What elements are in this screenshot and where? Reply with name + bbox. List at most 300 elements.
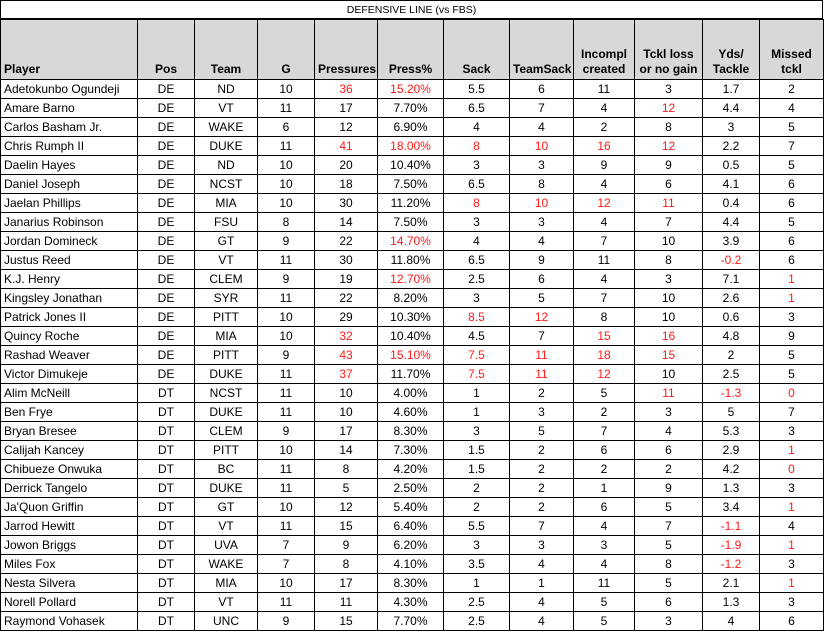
table-cell: DE: [138, 232, 195, 251]
table-cell: 9: [258, 270, 315, 289]
table-cell: Carlos Basham Jr.: [1, 118, 138, 137]
table-cell: 5: [574, 593, 635, 612]
table-cell: 11.70%: [378, 365, 444, 384]
table-cell: 6: [760, 194, 824, 213]
table-cell: 12: [635, 137, 703, 156]
table-cell: DE: [138, 270, 195, 289]
table-cell: 7: [574, 289, 635, 308]
table-cell: DT: [138, 403, 195, 422]
table-cell: 1: [574, 479, 635, 498]
table-cell: 8: [635, 251, 703, 270]
table-cell: Janarius Robinson: [1, 213, 138, 232]
table-cell: 2: [760, 80, 824, 99]
table-cell: 1.5: [444, 441, 510, 460]
table-cell: 11: [258, 403, 315, 422]
table-cell: 32: [315, 327, 378, 346]
table-cell: 5.5: [444, 517, 510, 536]
header-row: [1, 20, 824, 80]
table-cell: DE: [138, 346, 195, 365]
table-cell: 4.2: [703, 460, 760, 479]
table-row: [1, 327, 824, 346]
table-cell: 36: [315, 80, 378, 99]
table-cell: 3: [510, 213, 574, 232]
table-cell: DT: [138, 441, 195, 460]
table-cell: 5: [760, 156, 824, 175]
table-cell: 9: [760, 327, 824, 346]
table-cell: 10: [315, 384, 378, 403]
table-cell: 11: [315, 593, 378, 612]
table-row: [1, 536, 824, 555]
table-cell: 6: [574, 498, 635, 517]
table-cell: MIA: [195, 327, 258, 346]
table-row: [1, 403, 824, 422]
table-cell: 10: [258, 327, 315, 346]
table-row: [1, 175, 824, 194]
table-cell: 4: [510, 118, 574, 137]
column-header: Yds/ Tackle: [703, 20, 760, 80]
table-cell: -1.2: [703, 555, 760, 574]
table-cell: 41: [315, 137, 378, 156]
table-cell: DUKE: [195, 403, 258, 422]
table-cell: 11.80%: [378, 251, 444, 270]
table-cell: SYR: [195, 289, 258, 308]
table-cell: 2: [635, 460, 703, 479]
table-cell: 10: [635, 232, 703, 251]
table-cell: -1.3: [703, 384, 760, 403]
table-cell: VT: [195, 593, 258, 612]
table-cell: ND: [195, 80, 258, 99]
table-cell: 12: [574, 194, 635, 213]
table-cell: 2: [574, 403, 635, 422]
table-row: [1, 593, 824, 612]
table-cell: NCST: [195, 175, 258, 194]
table-cell: DT: [138, 498, 195, 517]
table-cell: Quincy Roche: [1, 327, 138, 346]
table-cell: 7.50%: [378, 213, 444, 232]
table-cell: 11: [258, 289, 315, 308]
table-cell: 18: [315, 175, 378, 194]
table-cell: 12.70%: [378, 270, 444, 289]
table-cell: 5: [703, 403, 760, 422]
table-cell: 6: [258, 118, 315, 137]
table-cell: -1.1: [703, 517, 760, 536]
table-cell: 6: [635, 175, 703, 194]
table-cell: 0.5: [703, 156, 760, 175]
table-cell: 1.3: [703, 593, 760, 612]
table-cell: 2: [574, 460, 635, 479]
table-cell: 4.30%: [378, 593, 444, 612]
table-cell: 4.4: [703, 99, 760, 118]
table-cell: PITT: [195, 441, 258, 460]
table-cell: 12: [635, 99, 703, 118]
table-cell: 12: [510, 308, 574, 327]
table-cell: 7: [510, 327, 574, 346]
table-cell: 11: [635, 384, 703, 403]
table-cell: 14: [315, 213, 378, 232]
table-cell: 7.70%: [378, 612, 444, 631]
table-cell: GT: [195, 498, 258, 517]
table-cell: 1: [760, 574, 824, 593]
table-cell: 6.5: [444, 99, 510, 118]
table-cell: 10.30%: [378, 308, 444, 327]
table-cell: 10.40%: [378, 327, 444, 346]
table-cell: 2: [510, 441, 574, 460]
table-cell: Norell Pollard: [1, 593, 138, 612]
table-cell: 0: [760, 384, 824, 403]
table-cell: 14: [315, 441, 378, 460]
table-cell: 3: [444, 422, 510, 441]
table-cell: 4.60%: [378, 403, 444, 422]
table-cell: 18.00%: [378, 137, 444, 156]
table-row: [1, 80, 824, 99]
table-cell: 1: [444, 384, 510, 403]
table-cell: 10: [635, 289, 703, 308]
table-cell: 11: [574, 574, 635, 593]
table-row: [1, 422, 824, 441]
table-cell: 3.5: [444, 555, 510, 574]
table-cell: DUKE: [195, 479, 258, 498]
table-cell: Jarrod Hewitt: [1, 517, 138, 536]
table-cell: 3: [574, 536, 635, 555]
table-cell: WAKE: [195, 555, 258, 574]
table-cell: VT: [195, 99, 258, 118]
table-cell: 10: [315, 403, 378, 422]
table-cell: 5: [760, 118, 824, 137]
table-cell: 0.4: [703, 194, 760, 213]
table-cell: Derrick Tangelo: [1, 479, 138, 498]
table-cell: 3: [635, 612, 703, 631]
table-cell: 9: [635, 479, 703, 498]
table-row: [1, 270, 824, 289]
table-cell: 8: [574, 308, 635, 327]
table-cell: GT: [195, 232, 258, 251]
table-row: [1, 460, 824, 479]
table-cell: 5: [574, 384, 635, 403]
table-row: [1, 517, 824, 536]
table-cell: Jordan Domineck: [1, 232, 138, 251]
table-cell: 5: [510, 289, 574, 308]
table-cell: DE: [138, 194, 195, 213]
table-cell: 4.8: [703, 327, 760, 346]
table-cell: 17: [315, 422, 378, 441]
table-cell: 30: [315, 194, 378, 213]
table-cell: 11: [258, 99, 315, 118]
table-cell: 7.30%: [378, 441, 444, 460]
table-cell: 6.5: [444, 251, 510, 270]
table-cell: 7.1: [703, 270, 760, 289]
table-cell: 10: [258, 175, 315, 194]
table-cell: Ben Frye: [1, 403, 138, 422]
table-cell: FSU: [195, 213, 258, 232]
table-cell: DE: [138, 137, 195, 156]
table-cell: 9: [258, 232, 315, 251]
table-cell: 6: [760, 251, 824, 270]
table-cell: 15: [574, 327, 635, 346]
table-row: [1, 574, 824, 593]
column-header: Sack: [444, 20, 510, 80]
table-cell: PITT: [195, 308, 258, 327]
table-cell: DE: [138, 251, 195, 270]
table-cell: 1.3: [703, 479, 760, 498]
table-cell: 0: [760, 460, 824, 479]
table-cell: 1: [444, 574, 510, 593]
table-cell: 22: [315, 289, 378, 308]
table-cell: 4: [574, 555, 635, 574]
table-cell: 1: [760, 441, 824, 460]
table-cell: 9: [258, 346, 315, 365]
table-cell: 10: [258, 441, 315, 460]
table-cell: DE: [138, 327, 195, 346]
table-row: [1, 479, 824, 498]
table-cell: 9: [635, 156, 703, 175]
table-cell: Alim McNeill: [1, 384, 138, 403]
table-cell: CLEM: [195, 270, 258, 289]
table-cell: DE: [138, 308, 195, 327]
table-cell: Daelin Hayes: [1, 156, 138, 175]
table-cell: 30: [315, 251, 378, 270]
table-cell: 11: [258, 137, 315, 156]
table-cell: 4.1: [703, 175, 760, 194]
table-cell: DUKE: [195, 137, 258, 156]
table-cell: Jowon Briggs: [1, 536, 138, 555]
table-cell: 3: [760, 422, 824, 441]
table-cell: 12: [315, 118, 378, 137]
table-cell: 6: [760, 612, 824, 631]
table-cell: 6: [635, 441, 703, 460]
table-cell: 3: [444, 536, 510, 555]
table-cell: 5.5: [444, 80, 510, 99]
table-cell: 8.30%: [378, 574, 444, 593]
table-cell: 9: [510, 251, 574, 270]
table-cell: -0.2: [703, 251, 760, 270]
table-cell: DE: [138, 99, 195, 118]
table-cell: 7: [510, 99, 574, 118]
table-cell: 12: [574, 365, 635, 384]
table-cell: Miles Fox: [1, 555, 138, 574]
table-row: [1, 308, 824, 327]
table-cell: 17: [315, 99, 378, 118]
table-cell: 2.5: [444, 593, 510, 612]
table-cell: 11: [635, 194, 703, 213]
table-cell: 6: [635, 593, 703, 612]
table-cell: 7: [635, 517, 703, 536]
table-row: [1, 346, 824, 365]
table-cell: 3: [510, 156, 574, 175]
column-header: Missed tckl: [760, 20, 824, 80]
table-cell: 9: [258, 422, 315, 441]
table-cell: 4: [444, 232, 510, 251]
column-header: Player: [1, 20, 138, 80]
table-cell: 4: [510, 593, 574, 612]
table-cell: 2: [510, 479, 574, 498]
table-cell: Daniel Joseph: [1, 175, 138, 194]
table-cell: 19: [315, 270, 378, 289]
table-cell: 6: [760, 232, 824, 251]
table-cell: DT: [138, 536, 195, 555]
table-cell: 20: [315, 156, 378, 175]
table-cell: 2: [574, 118, 635, 137]
table-cell: 1: [760, 536, 824, 555]
table-cell: 2.50%: [378, 479, 444, 498]
table-cell: DUKE: [195, 365, 258, 384]
table-cell: 8.20%: [378, 289, 444, 308]
table-cell: 4: [510, 555, 574, 574]
defensive-line-table: [0, 19, 824, 631]
table-cell: 7.50%: [378, 175, 444, 194]
table-cell: MIA: [195, 574, 258, 593]
table-row: [1, 555, 824, 574]
table-row: [1, 441, 824, 460]
table-cell: 6.20%: [378, 536, 444, 555]
table-cell: 9: [258, 612, 315, 631]
table-cell: 8: [315, 555, 378, 574]
table-cell: BC: [195, 460, 258, 479]
table-cell: 2.6: [703, 289, 760, 308]
table-cell: 11.20%: [378, 194, 444, 213]
table-cell: 11: [258, 593, 315, 612]
table-cell: DT: [138, 555, 195, 574]
table-cell: 2: [510, 384, 574, 403]
table-cell: 8: [635, 555, 703, 574]
table-cell: 2.5: [444, 612, 510, 631]
table-cell: 10: [258, 308, 315, 327]
table-cell: 8: [315, 460, 378, 479]
table-cell: 11: [574, 251, 635, 270]
table-cell: 1: [760, 289, 824, 308]
table-cell: 10: [510, 137, 574, 156]
table-cell: DE: [138, 213, 195, 232]
column-header: Pos: [138, 20, 195, 80]
table-row: [1, 156, 824, 175]
table-cell: 7: [574, 422, 635, 441]
table-cell: Chibueze Onwuka: [1, 460, 138, 479]
table-cell: 3: [760, 479, 824, 498]
table-cell: 3: [510, 403, 574, 422]
table-cell: DE: [138, 365, 195, 384]
table-cell: DT: [138, 612, 195, 631]
table-cell: 3: [760, 593, 824, 612]
table-cell: DE: [138, 175, 195, 194]
table-cell: 4: [635, 422, 703, 441]
column-header: Incompl created: [574, 20, 635, 80]
column-header: TeamSack: [510, 20, 574, 80]
table-cell: 10: [258, 498, 315, 517]
table-cell: 5: [760, 346, 824, 365]
table-cell: Kingsley Jonathan: [1, 289, 138, 308]
table-cell: Justus Reed: [1, 251, 138, 270]
table-cell: 7: [258, 536, 315, 555]
table-cell: 11: [574, 80, 635, 99]
table-row: [1, 612, 824, 631]
table-cell: 7: [510, 517, 574, 536]
table-cell: 15.10%: [378, 346, 444, 365]
table-cell: 5: [574, 612, 635, 631]
table-cell: WAKE: [195, 118, 258, 137]
table-row: [1, 289, 824, 308]
table-cell: 11: [258, 517, 315, 536]
table-cell: 14.70%: [378, 232, 444, 251]
table-cell: 10: [635, 308, 703, 327]
table-row: [1, 194, 824, 213]
table-cell: 15.20%: [378, 80, 444, 99]
table-cell: 4: [574, 99, 635, 118]
table-cell: 6: [760, 175, 824, 194]
table-cell: 3: [760, 308, 824, 327]
table-cell: CLEM: [195, 422, 258, 441]
table-cell: 6: [574, 441, 635, 460]
table-cell: Jaelan Phillips: [1, 194, 138, 213]
table-cell: Adetokunbo Ogundeji: [1, 80, 138, 99]
table-cell: 10: [635, 365, 703, 384]
column-header: G: [258, 20, 315, 80]
table-row: [1, 137, 824, 156]
table-cell: 1: [760, 498, 824, 517]
table-cell: UVA: [195, 536, 258, 555]
table-row: [1, 251, 824, 270]
table-cell: 4: [510, 232, 574, 251]
table-cell: 12: [315, 498, 378, 517]
table-cell: DE: [138, 289, 195, 308]
column-header: Press%: [378, 20, 444, 80]
table-cell: 3: [444, 213, 510, 232]
table-row: [1, 99, 824, 118]
table-cell: 4.4: [703, 213, 760, 232]
table-title: DEFENSIVE LINE (vs FBS): [0, 0, 823, 19]
table-cell: 6: [510, 270, 574, 289]
table-cell: Rashad Weaver: [1, 346, 138, 365]
column-header: Pressures: [315, 20, 378, 80]
table-cell: 8: [635, 118, 703, 137]
table-cell: VT: [195, 251, 258, 270]
table-cell: 6.40%: [378, 517, 444, 536]
table-cell: 9: [315, 536, 378, 555]
table-cell: DE: [138, 156, 195, 175]
table-cell: 4: [760, 517, 824, 536]
table-cell: 11: [510, 346, 574, 365]
table-cell: Raymond Vohasek: [1, 612, 138, 631]
table-body: [1, 80, 824, 631]
table-cell: 4: [574, 175, 635, 194]
table-cell: 16: [635, 327, 703, 346]
table-cell: 10: [258, 156, 315, 175]
table-cell: 15: [315, 612, 378, 631]
table-cell: 5.3: [703, 422, 760, 441]
table-cell: NCST: [195, 384, 258, 403]
column-header: Team: [195, 20, 258, 80]
table-cell: 4: [444, 118, 510, 137]
table-row: [1, 213, 824, 232]
table-cell: 3: [635, 403, 703, 422]
table-cell: 7: [258, 555, 315, 574]
table-row: [1, 365, 824, 384]
table-cell: 7.5: [444, 346, 510, 365]
table-cell: 10: [258, 574, 315, 593]
table-cell: 11: [258, 479, 315, 498]
table-cell: 0.6: [703, 308, 760, 327]
table-cell: 9: [574, 156, 635, 175]
table-cell: 8.5: [444, 308, 510, 327]
table-cell: 5: [635, 536, 703, 555]
table-cell: 2.2: [703, 137, 760, 156]
table-row: [1, 384, 824, 403]
table-cell: Bryan Bresee: [1, 422, 138, 441]
table-cell: DT: [138, 479, 195, 498]
table-cell: 10: [510, 194, 574, 213]
table-cell: -1.9: [703, 536, 760, 555]
table-cell: Chris Rumph II: [1, 137, 138, 156]
table-cell: 3: [635, 270, 703, 289]
table-cell: 8: [258, 213, 315, 232]
